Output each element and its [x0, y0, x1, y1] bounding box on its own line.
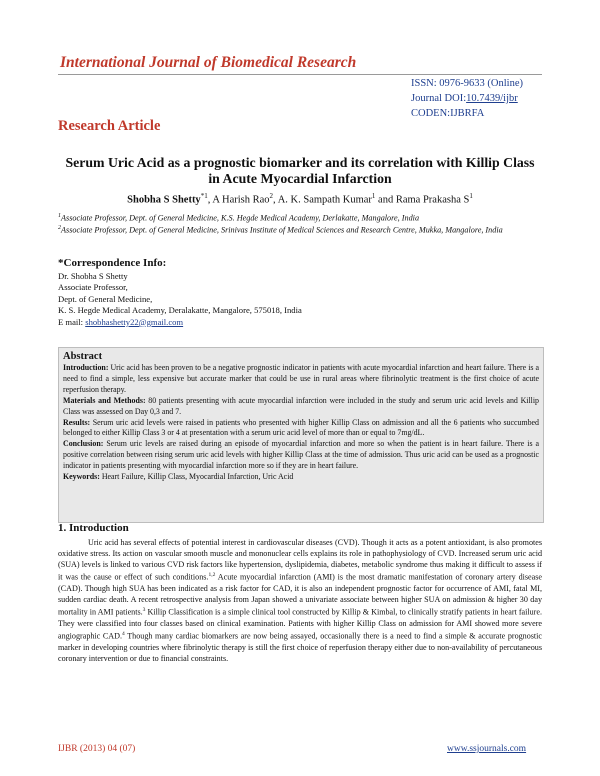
abstract-results	[63, 418, 539, 440]
footer-citation: IJBR (2013) 04 (07)	[58, 744, 136, 754]
abstract-text: Serum uric levels are raised during an episode of myocardial infarction and more so when the patient is in heart failure. There is a positive correlation between rising serum uric acid levels with higher Killip Class at the time of admission. Thus uric acid can be used as a prognostic indicator in patients presenting with myocardial infarction more so if they are in heart failure.	[63, 439, 539, 471]
abstract-box	[58, 347, 544, 523]
author-sup: 1	[371, 192, 376, 200]
footer-website-link[interactable]: www.ssjournals.com	[447, 744, 527, 754]
journal-meta	[411, 76, 523, 121]
body-text: Uric acid has several effects of potential interest in cardiovascular diseases (CVD). Though it acts as a potent antioxidant, is also promotes oxidative stress. Its action on vascular smooth muscle and mononuclear cells explains its role in pathophysiology of CVD. Increased serum uric acid (SUA) levels is linked to various CVD risk factors like hypertension, dyslipidemia, diabetes, metabolic syndrome thus making it difficult to assess if it was the cause or effect of such conditions.	[58, 538, 542, 582]
abstract-heading: Abstract	[63, 351, 103, 362]
author-sup: 2	[269, 192, 274, 200]
article-type: Research Article	[58, 118, 161, 134]
author-name: A Harish Rao	[212, 194, 270, 206]
affiliation-text: Associate Professor, Dept. of General Medicine, Srinivas Institute of Medical Sciences and Research Centre, Mukka, Mangalore, India	[61, 225, 503, 235]
abstract-label: Materials and Methods:	[63, 395, 146, 405]
abstract-label: Keywords:	[63, 472, 100, 482]
abstract-label: Conclusion:	[63, 439, 104, 449]
author-list: Shobha S Shetty$^{*1}$, A Harish Rao$^2$, A. K. Sampath Kumar$^1$ and Rama Prakasha $S^1$	[127, 192, 473, 206]
author-sup: *1	[200, 192, 208, 200]
header-divider	[58, 74, 542, 75]
introduction-paragraph	[58, 537, 542, 664]
author-name: Shobha S Shetty	[127, 194, 201, 206]
abstract-introduction	[63, 363, 539, 396]
coden: CODEN:IJBRFA	[411, 108, 485, 119]
affiliation	[58, 223, 542, 236]
abstract-conclusion	[63, 439, 539, 472]
section-heading: 1. Introduction	[58, 522, 129, 534]
abstract-text: Uric acid has been proven to be a negative prognostic indicator in patients with acute myocardial infarction and heart failure. There is a need to find a simple, less expensive but accurate marker that could be use in rural areas where fibrinolytic treatment is the first choice of acute reperfusion therapy.	[63, 363, 539, 394]
abstract-text: 80 patients presenting with acute myocardial infarction were included in the study and serum uric acid levels and Killip Class was assessed on Day 0,3 and 7.	[63, 395, 539, 416]
journal-doi	[411, 91, 523, 106]
citation: 4	[122, 631, 125, 638]
correspondence-line: K. S. Hegde Medical Academy, Deralakatte, Mangalore, 575018, India	[58, 305, 302, 316]
doi-label: Journal DOI:	[411, 93, 467, 104]
body-text: Though many cardiac biomarkers are now being assayed, occasionally there is a need to find a simple & accurate prognostic marker in developing countries where fibrinolytic therapy is still the first choice of reperfusion therapy either due to non-availability of percutaneous coronary intervention or due to financial constraints.	[58, 631, 542, 663]
abstract-text: Heart Failure, Killip Class, Myocardial Infarction, Uric Acid	[101, 472, 294, 482]
affiliation-sup: 2	[58, 225, 61, 231]
doi-link[interactable]: 10.7439/ijbr	[466, 93, 518, 104]
author-name: A. K. Sampath Kumar	[277, 194, 372, 206]
email-link[interactable]: shobhashetty22@gmail.com	[85, 316, 184, 327]
affiliation-sup: 1	[58, 213, 61, 219]
author-name: Rama Prakasha S	[395, 194, 470, 206]
body-text: Acute myocardial infarction (AMI) is the most dramatic manifestation of coronary artery disease (CAD). Though high SUA has been indicated as a risk factor for CAD, it is also an independent prognostic factor for occurrence of AMI, fatal MI, sudden cardiac death. A recent retrospective analysis from Japan showed a univariate associate between higher SUA on admission & higher 30 day mortality in AMI patients.	[58, 572, 542, 617]
email-label: E mail:	[58, 316, 84, 327]
journal-name: International Journal of Biomedical Research	[60, 54, 357, 71]
correspondence-email-row	[58, 317, 302, 328]
citation: 3	[142, 607, 146, 614]
correspondence-line: Associate Professor,	[58, 282, 128, 293]
article-title: Serum Uric Acid as a prognostic biomarker and its correlation with Killip Class in Acute Myocardial Infarction	[65, 155, 535, 186]
abstract-label: Introduction:	[63, 363, 109, 372]
correspondence-line: Dr. Shobha S Shetty	[58, 271, 128, 281]
correspondence-info	[58, 271, 302, 328]
correspondence-heading: *Correspondence Info:	[58, 257, 167, 269]
author-sup: 1	[469, 192, 473, 200]
abstract-keywords	[63, 472, 539, 483]
abstract-methods	[63, 396, 539, 418]
affiliation-text: Associate Professor, Dept. of General Medicine, K.S. Hegde Medical Academy, Derlakatte, Mangalore, India	[61, 213, 420, 223]
introduction-body	[58, 537, 542, 664]
issn: ISSN: 0976-9633 (Online)	[411, 78, 523, 89]
abstract-label: Results:	[63, 417, 91, 427]
body-text: Killip Classification is a simple clinical tool constructed by Killip & Kimbal, to clinically stratify patients in heart failure. They were classified into four classes based on clinical examination. Patients with higher Killip Class on admission for AMI showed more severe angiographic CAD.	[58, 607, 542, 641]
abstract-text: Serum uric acid levels were raised in patients who presented with higher Killip Class on admission and all the 6 patients who succumbed belonged to either Killip Class 3 or 4 at presentation with a serum uric acid level of more than or equal to 7mg/dL.	[63, 417, 539, 438]
citation: 1,2	[208, 572, 216, 579]
correspondence-line: Dept. of General Medicine,	[58, 293, 153, 304]
